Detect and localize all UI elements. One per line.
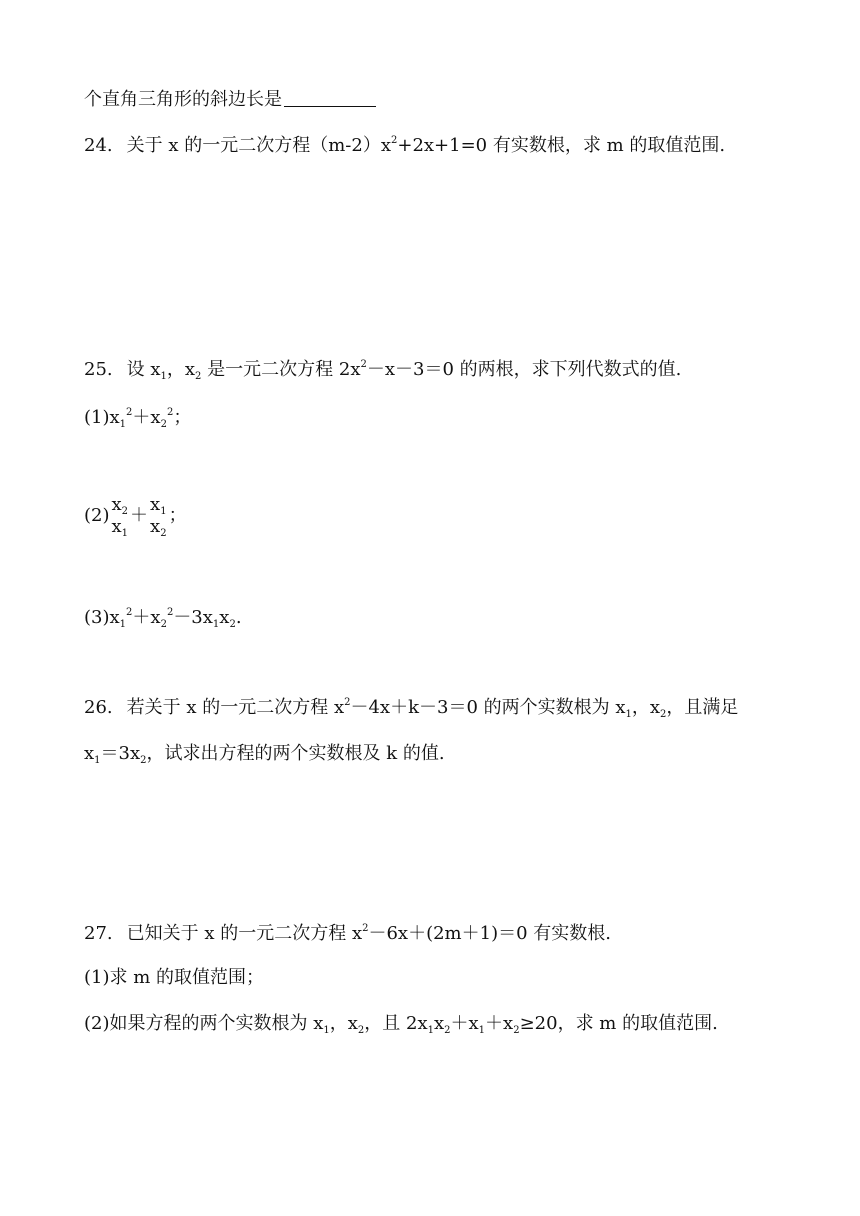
- fraction-x1-over-x2: [149, 494, 168, 538]
- q23-tail-line: [84, 88, 376, 112]
- q27-2-text-3: ，且 2x: [364, 1013, 428, 1034]
- q26b-sub-1: 1: [94, 755, 101, 766]
- q27-2-text-5: ＋x: [450, 1013, 479, 1034]
- q25-3-text-1: (3)x: [84, 607, 120, 628]
- denominator: [149, 516, 168, 538]
- q27-sup: 2: [362, 923, 369, 934]
- denominator-var: x: [111, 516, 122, 537]
- q25-text-4: －x－3＝0 的两根，求下列代数式的值.: [366, 359, 682, 380]
- q25-3-sup-1: 2: [126, 607, 133, 618]
- q26-sup: 2: [344, 697, 351, 708]
- q27-2-sub-5: 1: [478, 1025, 486, 1036]
- numerator-sub: 1: [160, 506, 167, 517]
- q26b-text-1: x: [84, 743, 95, 764]
- q25-3-sub-1: 1: [119, 619, 127, 630]
- plus-sign: ＋: [130, 505, 149, 526]
- q23-tail-text: 个直角三角形的斜边长是: [84, 89, 282, 110]
- q27-2-text-1: (2)如果方程的两个实数根为 x: [84, 1013, 324, 1034]
- q25-sup: 2: [360, 359, 367, 370]
- q27-2-text-4: x: [433, 1013, 445, 1034]
- q26-text-2: －4x＋k－3＝0 的两个实数根为 x: [350, 697, 626, 718]
- q25-3-text-5: .: [235, 607, 242, 628]
- denominator-var: x: [150, 516, 161, 537]
- q25-2-label: (2): [84, 505, 110, 526]
- q25-1-text-3: ；: [173, 407, 192, 428]
- q26-sub-1: 1: [625, 709, 632, 720]
- q25-text-2: ，x: [166, 359, 196, 380]
- q25-3-text-2: ＋x: [132, 607, 161, 628]
- numerator: [111, 494, 130, 516]
- q25-1-text-2: ＋x: [132, 407, 161, 428]
- q27-text-2: －6x＋(2m＋1)＝0 有实数根.: [368, 923, 612, 944]
- q25-part-3: [84, 606, 242, 630]
- q27-2-sub-2: 2: [357, 1025, 365, 1036]
- q25-3-text-3: －3x: [173, 607, 213, 628]
- q26b-text-2: ＝3x: [100, 743, 141, 764]
- q25-3-sub-2: 2: [160, 619, 167, 630]
- denominator-sub: 1: [121, 528, 129, 539]
- q27-1-text: (1)求 m 的取值范围；: [84, 967, 265, 988]
- question-24: [84, 134, 725, 158]
- question-number: 25.: [84, 359, 113, 380]
- numerator: [149, 494, 168, 516]
- question-27: [84, 922, 611, 946]
- q25-1-sup-2: 2: [166, 407, 174, 418]
- denominator: [111, 516, 130, 538]
- q25-3-sub-3: 1: [212, 619, 220, 630]
- q24-sup: 2: [391, 135, 398, 146]
- q25-1-sub-2: 2: [160, 419, 167, 430]
- numerator-var: x: [150, 494, 161, 515]
- numerator-sub: 2: [121, 506, 129, 517]
- q26-text-1: 若关于 x 的一元二次方程 x: [126, 697, 345, 718]
- q27-2-sub-6: 2: [513, 1025, 520, 1036]
- fraction-x2-over-x1: [111, 494, 130, 538]
- question-26-cont: [84, 742, 445, 766]
- q25-part-1: [84, 406, 191, 430]
- question-number: 27.: [84, 923, 113, 944]
- q27-2-text-6: ＋x: [485, 1013, 514, 1034]
- q27-2-sub-4: 2: [444, 1025, 451, 1036]
- q26-text-4: ，且满足: [666, 697, 739, 718]
- q25-text-1: 设 x: [126, 359, 161, 380]
- q25-3-sup-2: 2: [166, 607, 174, 618]
- q27-2-text-7: ≥20，求 m 的取值范围.: [519, 1013, 718, 1034]
- q24-text-2: +2x+1=0 有实数根，求 m 的取值范围.: [397, 135, 726, 156]
- q27-2-sub-3: 1: [427, 1025, 434, 1036]
- q27-part-2: [84, 1012, 718, 1036]
- q25-sub-2: 2: [195, 371, 202, 382]
- question-number: 26.: [84, 697, 113, 718]
- q27-2-text-2: ，x: [329, 1013, 358, 1034]
- q27-text-1: 已知关于 x 的一元二次方程 x: [126, 923, 363, 944]
- q27-part-1: [84, 966, 264, 990]
- q25-1-sup-1: 2: [126, 407, 133, 418]
- q24-text-1: 关于 x 的一元二次方程（m-2）x: [126, 135, 391, 156]
- q25-3-sub-4: 2: [229, 619, 236, 630]
- answer-blank[interactable]: [284, 88, 376, 107]
- q25-2-end: ；: [168, 505, 187, 526]
- q25-sub-1: 1: [160, 371, 167, 382]
- question-number: 24.: [84, 135, 113, 156]
- q26-sub-2: 2: [660, 709, 667, 720]
- numerator-var: x: [111, 494, 122, 515]
- q25-1-text-1: (1)x: [84, 407, 120, 428]
- q25-text-3: 是一元二次方程 2x: [201, 359, 361, 380]
- q27-2-sub-1: 1: [323, 1025, 330, 1036]
- q25-3-text-4: x: [219, 607, 230, 628]
- q25-1-sub-1: 1: [119, 419, 127, 430]
- q25-part-2: [84, 494, 187, 538]
- q26b-sub-2: 2: [140, 755, 147, 766]
- q26b-text-3: ，试求出方程的两个实数根及 k 的值.: [146, 743, 445, 764]
- q26-text-3: ，x: [631, 697, 661, 718]
- question-26: [84, 696, 738, 720]
- question-25: [84, 358, 681, 382]
- denominator-sub: 2: [160, 528, 167, 539]
